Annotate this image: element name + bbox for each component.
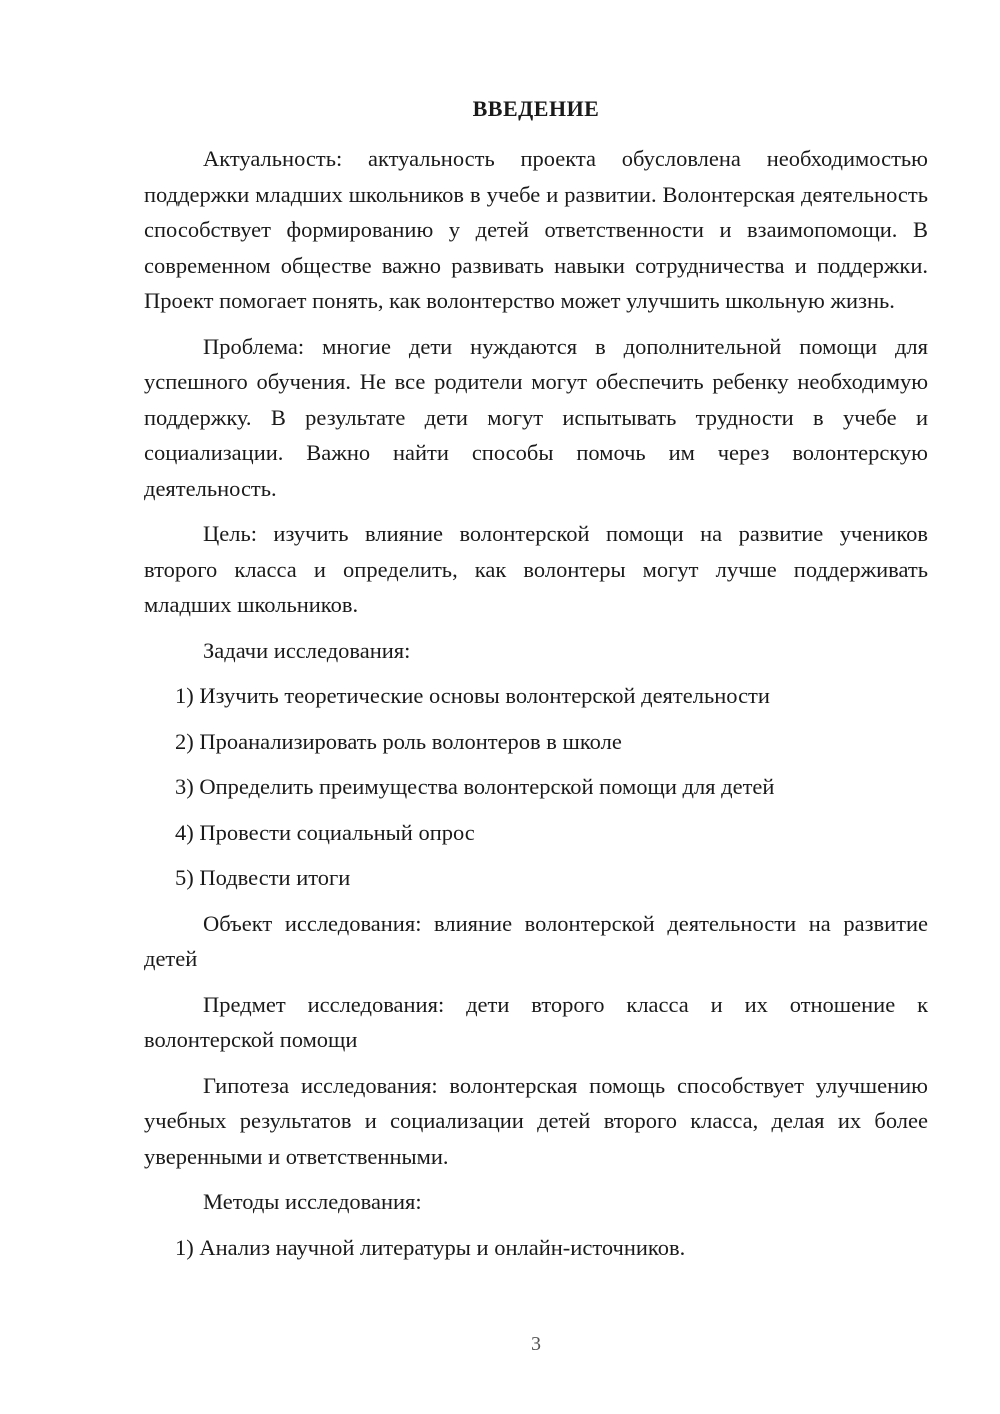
methods-heading: Методы исследования: (203, 1189, 422, 1214)
list-item: 2) Проанализировать роль волонтеров в школе (175, 728, 622, 754)
page-number: 3 (531, 1333, 541, 1355)
relevance-paragraph: Актуальность: актуальность проекта обусловлена необходимостью поддержки младших школьников в учебе и развитии. Волонтерская деятельность способствует формированию у детей ответственности и взаимопомощи. В современном обществе важно развивать навыки сотрудничества и поддержки. Проект помогает понять, как волонтерство может улучшить школьную жизнь. (144, 146, 928, 313)
list-item: 4) Провести социальный опрос (175, 819, 475, 845)
subject-paragraph: Предмет исследования: дети второго класса и их отношение к волонтерской помощи (144, 991, 928, 1052)
hypothesis-paragraph: Гипотеза исследования: волонтерская помощь способствует улучшению учебных результатов и социализации детей второго класса, делая их более уверенными и ответственными. (144, 1072, 928, 1169)
tasks-heading: Задачи исследования: (203, 637, 411, 663)
list-item: 5) Подвести итоги (175, 865, 351, 890)
list-item: 3) Определить преимущества волонтерской помощи для детей (175, 774, 775, 799)
list-item: 1) Анализ научной литературы и онлайн-источников. (175, 1234, 686, 1260)
goal-paragraph: Цель: изучить влияние волонтерской помощи на развитие учеников второго класса и определить, как волонтеры могут лучше поддерживать младших школьников. (144, 521, 928, 617)
page-title: ВВЕДЕНИЕ (472, 96, 600, 121)
list-item: 1) Изучить теоретические основы волонтерской деятельности (175, 683, 770, 708)
object-paragraph: Объект исследования: влияние волонтерской деятельности на развитие детей (144, 910, 928, 971)
document-body (144, 141, 928, 1275)
methods-list (144, 1230, 928, 1266)
tasks-list (144, 678, 928, 896)
problem-paragraph: Проблема: многие дети нуждаются в дополнительной помощи для успешного обучения. Не все родители могут обеспечить ребенку необходимую поддержку. В результате дети могут испытывать трудности в учебе и социализации. Важно найти способы помочь им через волонтерскую деятельность. (144, 333, 928, 501)
